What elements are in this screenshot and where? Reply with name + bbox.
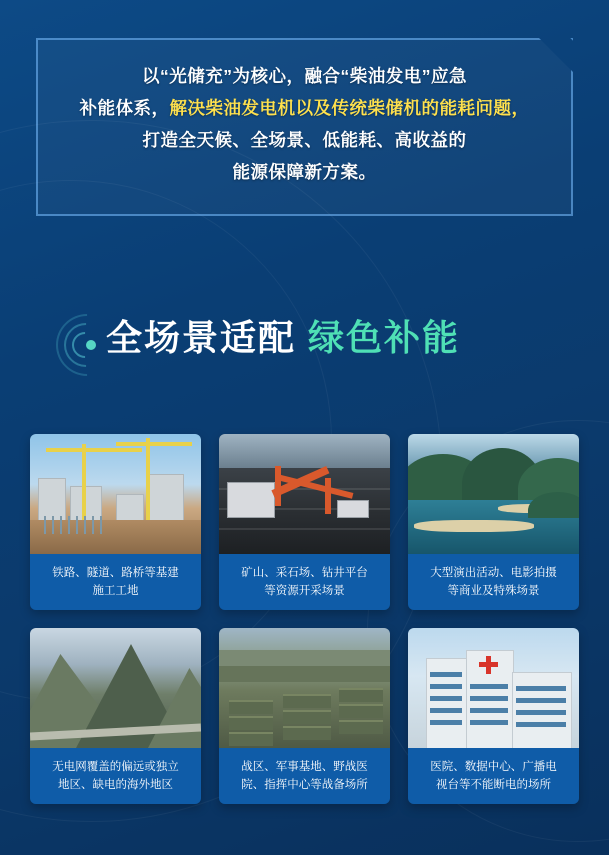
scenario-card-grid (30, 434, 579, 804)
caption-line-2: 视台等不能断电的场所 (436, 779, 551, 791)
caption-line-1: 无电网覆盖的偏远或独立 (52, 761, 179, 773)
scenario-card[interactable] (30, 434, 201, 610)
caption-line-1: 医院、数据中心、广播电 (430, 761, 557, 773)
caption-line-1: 战区、军事基地、野战医 (241, 761, 368, 773)
scenario-card-caption (408, 554, 579, 610)
scenario-card-caption (219, 554, 390, 610)
remote-mountain-photo (30, 628, 201, 748)
caption-line-2: 等商业及特殊场景 (447, 585, 540, 597)
caption-line-1: 大型演出活动、电影拍摄 (430, 567, 557, 579)
construction-site-photo (30, 434, 201, 554)
scenario-card[interactable] (219, 434, 390, 610)
caption-line-2: 施工工地 (92, 585, 139, 597)
headline-line-1: 以“光储充”为核心，融合“柴油发电”应急 (142, 66, 467, 86)
scenario-card-caption (30, 748, 201, 804)
section-title-block (0, 300, 609, 390)
coastal-lake-photo (408, 434, 579, 554)
headline-panel (36, 38, 573, 216)
headline-text (36, 38, 573, 188)
section-title (106, 314, 460, 362)
caption-line-1: 铁路、隧道、路桥等基建 (52, 567, 179, 579)
scenario-card-caption (219, 748, 390, 804)
caption-line-2: 等资源开采场景 (264, 585, 345, 597)
scenario-card[interactable] (408, 628, 579, 804)
caption-line-2: 院、指挥中心等战备场所 (241, 779, 368, 791)
scenario-card[interactable] (30, 628, 201, 804)
open-pit-mine-photo (219, 434, 390, 554)
caption-line-1: 矿山、采石场、钻井平台 (241, 567, 368, 579)
military-base-photo (219, 628, 390, 748)
headline-line-4: 能源保障新方案。 (232, 162, 377, 182)
headline-highlight: 解决柴油发电机以及传统柴储机的能耗问题， (169, 98, 530, 118)
section-title-primary: 全场景适配 (106, 317, 297, 358)
headline-line-2: 补能体系，解决柴油发电机以及传统柴储机的能耗问题， (79, 98, 530, 118)
section-title-accent: 绿色补能 (308, 317, 461, 358)
scenario-card[interactable] (408, 434, 579, 610)
hospital-photo (408, 628, 579, 748)
scenario-card-caption (30, 554, 201, 610)
headline-line-3: 打造全天候、全场景、低能耗、高收益的 (142, 130, 467, 150)
scenario-card[interactable] (219, 628, 390, 804)
caption-line-2: 地区、缺电的海外地区 (58, 779, 173, 791)
scenario-card-caption (408, 748, 579, 804)
